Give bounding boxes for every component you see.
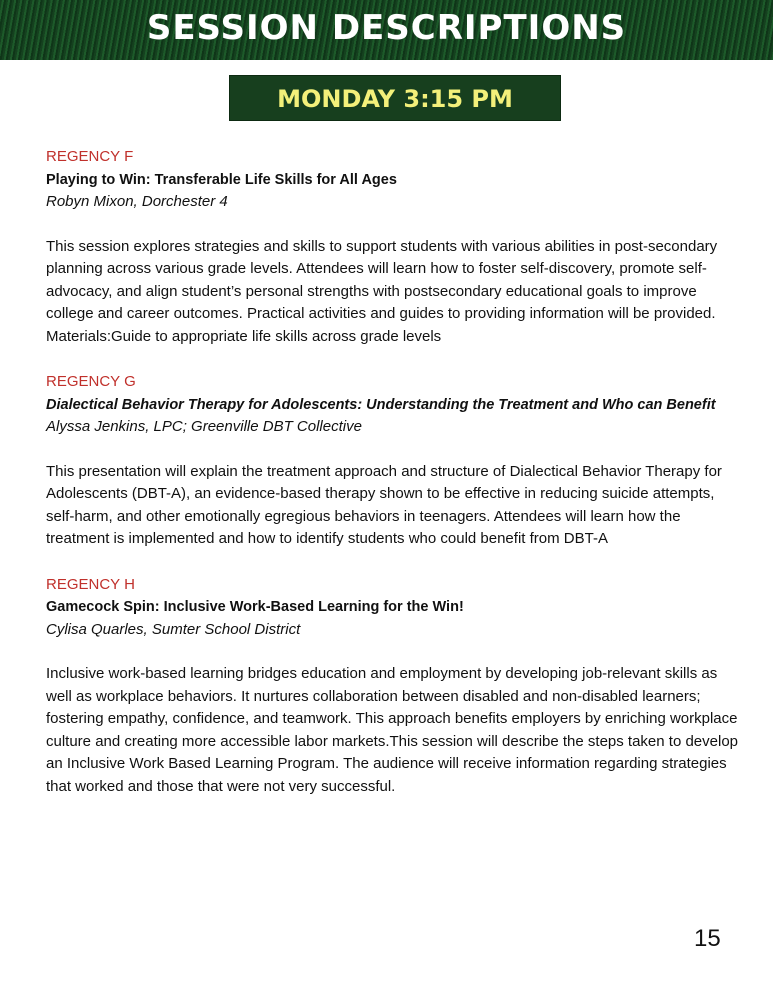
session-title: Dialectical Behavior Therapy for Adolescents: Understanding the Treatment and Who can Benefit xyxy=(46,396,716,413)
session-regency-f xyxy=(46,146,746,348)
session-room: REGENCY H xyxy=(46,575,135,593)
header-banner xyxy=(0,0,773,60)
session-title: Gamecock Spin: Inclusive Work-Based Learning for the Win! xyxy=(46,599,464,615)
session-description: Inclusive work-based learning bridges education and employment by developing job-relevant skills as well as workplace behaviors. It nurtures collaboration between disabled and non-disabled learners; fostering empathy, confidence, and teamwork. This approach benefits employers by enriching workplace culture and creating more accessible labor markets.This session will describe the steps taken to develop an Inclusive Work Based Learning Program. The audience will receive information regarding strategies that worked and those that were not very successful. xyxy=(46,665,739,795)
session-presenter: Alyssa Jenkins, LPC; Greenville DBT Collective xyxy=(46,418,362,435)
page-number: 15 xyxy=(694,925,721,952)
time-slot-box xyxy=(229,75,561,121)
session-room: REGENCY G xyxy=(46,373,136,390)
session-title: Playing to Win: Transferable Life Skills for All Ages xyxy=(46,171,397,188)
session-description: This session explores strategies and skills to support students with various abilities in post-secondary planning across various grade levels. Attendees will learn how to foster self-discovery, promote self-advocacy, and align student’s personal strengths with postsecondary educational goals to improve college and career outcomes. Practical activities and guides to providing information will be provided. xyxy=(46,237,718,322)
session-description: This presentation will explain the treatment approach and structure of Dialectical Behavior Therapy for Adolescents (DBT-A), an evidence-based therapy shown to be effective in reducing suicide attempts, self-harm, and other emotionally egregious behaviors in teenagers. Attendees will learn how the treatment is implemented and how to identify students who could benefit from DBT-A xyxy=(46,462,722,547)
session-room: REGENCY F xyxy=(46,148,134,165)
session-presenter: Robyn Mixon, Dorchester 4 xyxy=(46,193,228,210)
session-presenter: Cylisa Quarles, Sumter School District xyxy=(46,620,301,638)
session-regency-h xyxy=(46,574,746,799)
time-slot-label: MONDAY 3:15 PM xyxy=(277,85,513,113)
page-title: SESSION DESCRIPTIONS xyxy=(146,8,627,48)
session-materials: Materials:Guide to appropriate life skills across grade levels xyxy=(46,327,442,345)
session-regency-g xyxy=(46,371,746,551)
session-list xyxy=(46,146,746,821)
